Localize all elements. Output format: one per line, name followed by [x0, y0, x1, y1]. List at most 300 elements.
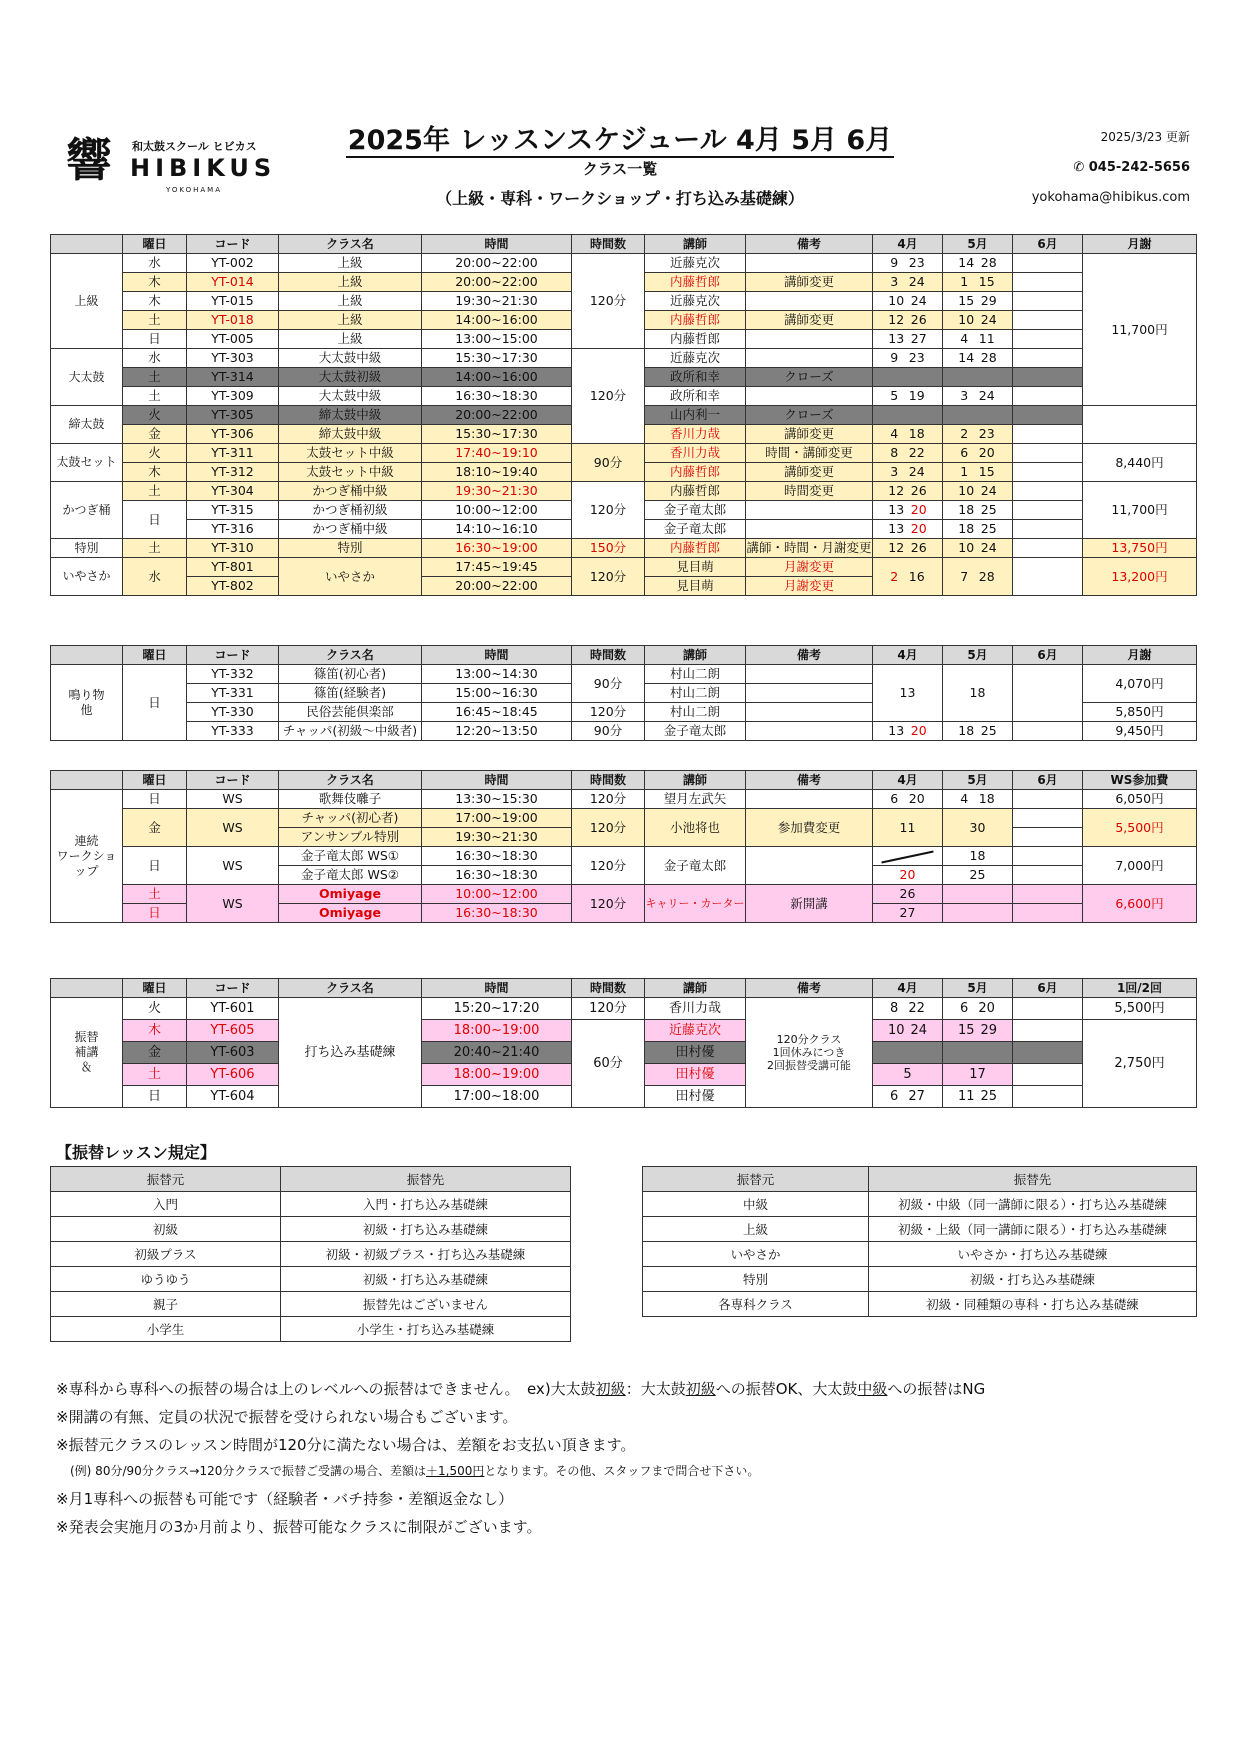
- cell-duration: 120分: [572, 703, 645, 722]
- group-shimedaiko: 締太鼓: [51, 406, 123, 444]
- date: 26: [910, 540, 927, 555]
- cell-teacher: 香川力哉: [645, 998, 746, 1020]
- date: 20: [908, 791, 925, 806]
- logo-city: YOKOHAMA: [166, 186, 223, 194]
- date: 18: [958, 502, 975, 517]
- cell-class: Omiyage: [279, 904, 422, 923]
- cell-class: 太鼓セット中級: [279, 463, 422, 482]
- col-code: コード: [187, 979, 279, 998]
- cell-fee: 5,500円: [1083, 809, 1197, 847]
- cell-to: 初級・打ち込み基礎練: [869, 1267, 1197, 1292]
- date: 9: [890, 255, 899, 270]
- date: 4: [890, 426, 899, 441]
- table-row: [51, 1192, 571, 1217]
- cell-april: [873, 273, 943, 292]
- cell-day: 土: [123, 885, 187, 904]
- cell-june: [1013, 809, 1083, 828]
- group-furikae: 振替 補講 ＆: [51, 998, 123, 1108]
- cell-time: 16:30~18:30: [422, 866, 572, 885]
- cell-note: 120分クラス 1回休みにつき 2回振替受講可能: [746, 998, 873, 1108]
- cell-note: [746, 722, 873, 741]
- date: 13: [888, 331, 905, 346]
- col-to: 振替先: [869, 1167, 1197, 1192]
- cell-june: [1013, 349, 1083, 368]
- date: 24: [910, 1022, 928, 1038]
- date: 29: [980, 1022, 998, 1038]
- date: 28: [980, 350, 997, 365]
- cell-note: 講師変更: [746, 463, 873, 482]
- cell-june: [1013, 292, 1083, 311]
- cell-april: [873, 1086, 943, 1108]
- cell-code: YT-331: [187, 684, 279, 703]
- cell-may: [943, 349, 1013, 368]
- date: 18: [958, 723, 975, 738]
- cell-time: 10:00~12:00: [422, 885, 572, 904]
- cell-time: 20:00~22:00: [422, 406, 572, 425]
- cell-note: [746, 387, 873, 406]
- col-fee: 月謝: [1083, 235, 1197, 254]
- note-text: 初級: [685, 1380, 716, 1398]
- cell-teacher: 村山二朗: [645, 684, 746, 703]
- note-text: への振替OK、大太鼓: [715, 1380, 858, 1398]
- cell-code: YT-309: [187, 387, 279, 406]
- cell-class: 大太鼓初級: [279, 368, 422, 387]
- date: 6: [960, 445, 969, 460]
- date: 14: [958, 255, 975, 270]
- date: 3: [960, 388, 969, 403]
- date: 15: [957, 1022, 975, 1038]
- cell-time: 14:10~16:10: [422, 520, 572, 539]
- cell-may: [943, 254, 1013, 273]
- cell-may: [943, 425, 1013, 444]
- cell-from: いやさか: [643, 1242, 869, 1267]
- cell-april: [873, 330, 943, 349]
- cell-from: 初級: [51, 1217, 281, 1242]
- logo-subtitle: 和太鼓スクール ヒビカス: [132, 140, 257, 153]
- cell-time: 18:00~19:00: [422, 1064, 572, 1086]
- schedule-table-narimono: [50, 645, 1197, 741]
- cell-code: YT-801: [187, 558, 279, 577]
- cell-day: 日: [123, 501, 187, 539]
- cell-time: 17:45~19:45: [422, 558, 572, 577]
- cell-time: 15:00~16:30: [422, 684, 572, 703]
- cell-day: 土: [123, 387, 187, 406]
- cell-may: [943, 444, 1013, 463]
- col-to: 振替先: [281, 1167, 571, 1192]
- table-row: [51, 665, 1197, 684]
- cell-time: 16:45~18:45: [422, 703, 572, 722]
- col-may: 5月: [943, 646, 1013, 665]
- cell-april: [873, 387, 943, 406]
- cell-time: 20:00~22:00: [422, 577, 572, 596]
- cell-duration: 120分: [572, 809, 645, 847]
- date: 24: [908, 274, 925, 289]
- cell-may: [943, 330, 1013, 349]
- date: 22: [908, 1000, 925, 1016]
- date: 20: [910, 723, 927, 738]
- cell-june: [1013, 406, 1083, 425]
- date: 28: [978, 568, 995, 584]
- note-text: となります。その他、スタッフまで問合せ下さい。: [484, 1464, 760, 1478]
- cell-june: [1013, 885, 1083, 904]
- cell-teacher: 内藤哲郎: [645, 311, 746, 330]
- cell-note: [746, 349, 873, 368]
- col-june: 6月: [1013, 979, 1083, 998]
- rules-table-left: [50, 1166, 571, 1342]
- cell-to: 初級・打ち込み基礎練: [281, 1217, 571, 1242]
- cell-may: [943, 558, 1013, 596]
- date: 13: [888, 723, 905, 738]
- group-narimono: 鳴り物 他: [51, 665, 123, 741]
- col-may: 5月: [943, 979, 1013, 998]
- col-time: 時間: [422, 771, 572, 790]
- phone-icon: ✆: [1073, 160, 1085, 175]
- cell-day: 日: [123, 790, 187, 809]
- cell-june: [1013, 444, 1083, 463]
- cell-teacher: 内藤哲郎: [645, 539, 746, 558]
- rules-table-right: [642, 1166, 1197, 1317]
- cell-teacher: 近藤克次: [645, 1020, 746, 1042]
- cell-april-cancelled: [873, 847, 943, 866]
- cell-june: [1013, 254, 1083, 273]
- cell-time: 20:00~22:00: [422, 273, 572, 292]
- cell-code: YT-310: [187, 539, 279, 558]
- note-text: ：大太鼓: [625, 1380, 686, 1398]
- date: 13: [888, 521, 905, 536]
- date: 27: [910, 331, 927, 346]
- cell-time: 15:20~17:20: [422, 998, 572, 1020]
- col-code: コード: [187, 235, 279, 254]
- note-2: ※開講の有無、定員の状況で振替を受けられない場合もございます。: [56, 1408, 518, 1426]
- date: 10: [958, 483, 975, 498]
- date: 25: [980, 521, 997, 536]
- cell-fee: 5,850円: [1083, 703, 1197, 722]
- cell-time: 15:30~17:30: [422, 425, 572, 444]
- cell-class: Omiyage: [279, 885, 422, 904]
- col-april: 4月: [873, 771, 943, 790]
- table-row: [51, 254, 1197, 273]
- cell-june: [1013, 463, 1083, 482]
- cell-june: [1013, 847, 1083, 866]
- date: 24: [978, 388, 995, 403]
- schedule-table-main: [50, 234, 1197, 596]
- table-row: [51, 444, 1197, 463]
- cell-note: 時間変更: [746, 482, 873, 501]
- col-teacher: 講師: [645, 235, 746, 254]
- cell-teacher: 香川力哉: [645, 425, 746, 444]
- cell-time: 20:40~21:40: [422, 1042, 572, 1064]
- group-odaiko: 大太鼓: [51, 349, 123, 406]
- cell-june: [1013, 368, 1083, 387]
- cell-note: [746, 703, 873, 722]
- cell-class: 締太鼓中級: [279, 406, 422, 425]
- date: 23: [908, 350, 925, 365]
- cell-may: [943, 1086, 1013, 1108]
- date: 9: [890, 350, 899, 365]
- date: 14: [958, 350, 975, 365]
- cell-june: [1013, 790, 1083, 809]
- cell-time: 16:30~18:30: [422, 904, 572, 923]
- date: 23: [978, 426, 995, 441]
- date: 7: [960, 568, 969, 584]
- date: 15: [978, 464, 995, 479]
- table-header: [51, 235, 1197, 254]
- cell-april: [873, 722, 943, 741]
- cell-note: [746, 665, 873, 684]
- cell-teacher: 内藤哲郎: [645, 330, 746, 349]
- cell-time: 20:00~22:00: [422, 254, 572, 273]
- cell-may: 18: [943, 847, 1013, 866]
- cell-teacher: 政所和幸: [645, 368, 746, 387]
- cell-code: YT-601: [187, 998, 279, 1020]
- group-taiko-set: 太鼓セット: [51, 444, 123, 482]
- date: 1: [960, 274, 969, 289]
- table-row: [51, 1020, 1197, 1042]
- cell-class: 篠笛(初心者): [279, 665, 422, 684]
- date: 27: [908, 1088, 925, 1104]
- cell-time: 18:10~19:40: [422, 463, 572, 482]
- cell-june: [1013, 520, 1083, 539]
- cell-duration: 90分: [572, 722, 645, 741]
- table-header: [51, 979, 1197, 998]
- cell-may: [943, 520, 1013, 539]
- col-note: 備考: [746, 646, 873, 665]
- cell-april: [873, 501, 943, 520]
- cell-day: 金: [123, 809, 187, 847]
- cell-day: 水: [123, 349, 187, 368]
- date: 25: [980, 723, 997, 738]
- date: 6: [960, 1000, 969, 1016]
- cell-june: [1013, 998, 1083, 1020]
- date: 16: [908, 568, 925, 584]
- col-ws-fee: WS参加費: [1083, 771, 1197, 790]
- cell-june: [1013, 665, 1083, 722]
- note-text: への振替はNG: [887, 1380, 986, 1398]
- date: 18: [978, 791, 995, 806]
- subtitle: クラス一覧: [582, 160, 658, 178]
- col-may: 5月: [943, 771, 1013, 790]
- cell-day: 土: [123, 1064, 187, 1086]
- col-time: 時間: [422, 646, 572, 665]
- schedule-table-workshop: [50, 770, 1197, 923]
- note-5: ※月1専科への振替も可能です（経験者・バチ持参・差額返金なし）: [56, 1490, 514, 1508]
- cell-class: 締太鼓中級: [279, 425, 422, 444]
- page-title-text: 2025年 レッスンスケジュール 4月 5月 6月: [347, 125, 893, 156]
- cell-may: [943, 501, 1013, 520]
- cell-fee: 5,500円: [1083, 998, 1197, 1020]
- cell-time: 12:20~13:50: [422, 722, 572, 741]
- cell-april: [873, 520, 943, 539]
- cell-april: [873, 425, 943, 444]
- cell-may: [943, 406, 1013, 425]
- cell-duration: 120分: [572, 790, 645, 809]
- cell-june: [1013, 273, 1083, 292]
- cell-code: WS: [187, 809, 279, 847]
- cell-teacher: 内藤哲郎: [645, 273, 746, 292]
- cell-teacher: 田村優: [645, 1064, 746, 1086]
- cell-day: 日: [123, 1086, 187, 1108]
- cell-note: [746, 684, 873, 703]
- date: 19: [908, 388, 925, 403]
- cell-time: 19:30~21:30: [422, 482, 572, 501]
- note-text: (例) 80分/90分クラス→120分クラスで振替ご受講の場合、差額は: [70, 1464, 427, 1478]
- cell-duration: 120分: [572, 349, 645, 444]
- date: 13: [888, 502, 905, 517]
- cell-class: 上級: [279, 330, 422, 349]
- table-row: [643, 1217, 1197, 1242]
- cell-teacher: 金子竜太郎: [645, 847, 746, 885]
- date: 2: [890, 568, 899, 584]
- date: 2: [960, 426, 969, 441]
- cell-note: 講師変更: [746, 311, 873, 330]
- cell-class: 特別: [279, 539, 422, 558]
- cell-day: 土: [123, 368, 187, 387]
- col-duration: 時間数: [572, 771, 645, 790]
- cell-to: 小学生・打ち込み基礎練: [281, 1317, 571, 1342]
- cell-duration: 120分: [572, 847, 645, 885]
- cell-from: ゆうゆう: [51, 1267, 281, 1292]
- cell-teacher: 田村優: [645, 1086, 746, 1108]
- cell-from: 小学生: [51, 1317, 281, 1342]
- cell-june: [1013, 558, 1083, 596]
- cell-teacher: 金子竜太郎: [645, 520, 746, 539]
- cell-may: 25: [943, 866, 1013, 885]
- col-june: 6月: [1013, 771, 1083, 790]
- col-duration: 時間数: [572, 646, 645, 665]
- date: 6: [890, 791, 899, 806]
- cell-may: [943, 904, 1013, 923]
- logo-kanji: 響: [66, 133, 112, 187]
- date: 26: [910, 312, 927, 327]
- col-code: コード: [187, 771, 279, 790]
- cell-june: [1013, 1064, 1083, 1086]
- cell-code: YT-018: [187, 311, 279, 330]
- table-row: [51, 1292, 571, 1317]
- table-header: [51, 1167, 571, 1192]
- cell-class: チャッパ(初心者): [279, 809, 422, 828]
- cell-class: 上級: [279, 273, 422, 292]
- group-tokubetsu: 特別: [51, 539, 123, 558]
- cell-teacher: 金子竜太郎: [645, 501, 746, 520]
- cell-may: [943, 790, 1013, 809]
- cell-may: [943, 273, 1013, 292]
- cell-note: クローズ: [746, 368, 873, 387]
- date: 29: [980, 293, 997, 308]
- col-weekday: 曜日: [123, 235, 187, 254]
- cell-code: YT-303: [187, 349, 279, 368]
- cell-code: YT-605: [187, 1020, 279, 1042]
- cell-may: [943, 368, 1013, 387]
- cell-class: 大太鼓中級: [279, 387, 422, 406]
- cell-april: [873, 368, 943, 387]
- cell-code: YT-005: [187, 330, 279, 349]
- cell-may: [943, 1042, 1013, 1064]
- date: 4: [960, 791, 969, 806]
- cell-day: 火: [123, 444, 187, 463]
- cell-day: 木: [123, 292, 187, 311]
- group-iyasaka: いやさか: [51, 558, 123, 596]
- date: 11: [978, 331, 995, 346]
- cell-class: 打ち込み基礎練: [279, 998, 422, 1108]
- cell-duration: 60分: [572, 1020, 645, 1108]
- group-katsugi: かつぎ桶: [51, 482, 123, 539]
- col-per-lesson: 1回/2回: [1083, 979, 1197, 998]
- col-note: 備考: [746, 235, 873, 254]
- date: 10: [887, 1022, 905, 1038]
- cell-code: YT-304: [187, 482, 279, 501]
- cell-day: 土: [123, 539, 187, 558]
- cell-april: [873, 463, 943, 482]
- cell-teacher: 近藤克次: [645, 292, 746, 311]
- cell-note: 講師変更: [746, 273, 873, 292]
- cell-duration: 120分: [572, 885, 645, 923]
- cell-april: [873, 998, 943, 1020]
- date: 12: [888, 483, 905, 498]
- cell-april: 5: [873, 1064, 943, 1086]
- table-row: [51, 847, 1197, 866]
- cell-duration: 120分: [572, 558, 645, 596]
- cell-april: [873, 292, 943, 311]
- cell-teacher: キャリー・カーター: [645, 885, 746, 923]
- table-row: [51, 349, 1197, 368]
- cell-april: [873, 349, 943, 368]
- cell-duration: 90分: [572, 665, 645, 703]
- cell-time: 14:00~16:00: [422, 311, 572, 330]
- cell-code: YT-014: [187, 273, 279, 292]
- cell-teacher: 近藤克次: [645, 254, 746, 273]
- cell-day: 水: [123, 558, 187, 596]
- group-joukyu: 上級: [51, 254, 123, 349]
- cell-from: 上級: [643, 1217, 869, 1242]
- col-april: 4月: [873, 979, 943, 998]
- cell-june: [1013, 1020, 1083, 1042]
- cell-fee: 7,000円: [1083, 847, 1197, 885]
- cell-class: アンサンブル特別: [279, 828, 422, 847]
- col-april: 4月: [873, 646, 943, 665]
- note-text: ＋1,500円: [426, 1464, 485, 1478]
- cell-time: 18:00~19:00: [422, 1020, 572, 1042]
- cell-note: 時間・講師変更: [746, 444, 873, 463]
- col-duration: 時間数: [572, 979, 645, 998]
- col-group: [51, 771, 123, 790]
- date: 28: [980, 255, 997, 270]
- cell-may: [943, 1020, 1013, 1042]
- cell-june: [1013, 501, 1083, 520]
- cell-to: 初級・中級（同一講師に限る）・打ち込み基礎練: [869, 1192, 1197, 1217]
- cell-may: [943, 311, 1013, 330]
- cell-note: [746, 847, 873, 885]
- cell-teacher: 内藤哲郎: [645, 482, 746, 501]
- cell-june: [1013, 1042, 1083, 1064]
- cell-may: 18: [943, 665, 1013, 722]
- cell-duration: 90分: [572, 444, 645, 482]
- cell-day: 木: [123, 273, 187, 292]
- cell-april: 27: [873, 904, 943, 923]
- col-time: 時間: [422, 979, 572, 998]
- date: 12: [888, 312, 905, 327]
- cell-april: [873, 1020, 943, 1042]
- cell-from: 特別: [643, 1267, 869, 1292]
- cell-june: [1013, 866, 1083, 885]
- cell-code: YT-802: [187, 577, 279, 596]
- cell-teacher: 田村優: [645, 1042, 746, 1064]
- cell-note: [746, 501, 873, 520]
- cell-code: YT-311: [187, 444, 279, 463]
- cell-code: YT-316: [187, 520, 279, 539]
- cell-april: 20: [873, 866, 943, 885]
- cell-class: 民俗芸能倶楽部: [279, 703, 422, 722]
- table-row: [51, 482, 1197, 501]
